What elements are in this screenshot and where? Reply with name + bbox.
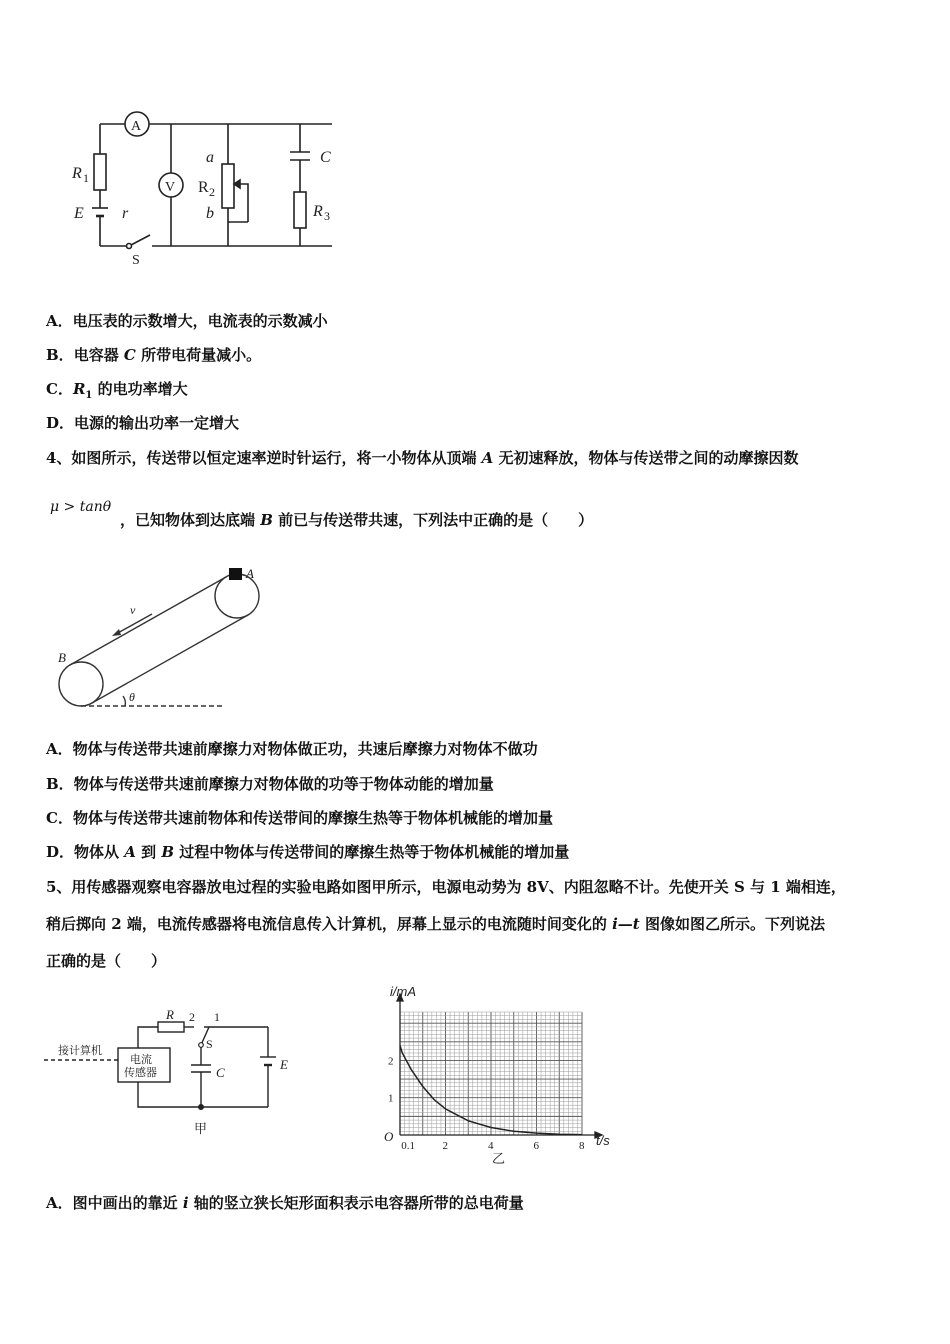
- jia-1-label: 1: [214, 1010, 220, 1024]
- x-tick-label: 0.1: [401, 1140, 416, 1152]
- q4-option-c: C．物体与传送带共速前物体和传送带间的摩擦生热等于物体机械能的增加量: [46, 809, 553, 827]
- jia-2-label: 2: [189, 1010, 195, 1024]
- jia-s-label: S: [206, 1037, 213, 1051]
- jia-e-label: E: [280, 1057, 288, 1072]
- x-tick-label: 6: [533, 1140, 539, 1152]
- r2-label: R: [198, 179, 209, 196]
- s-label: S: [132, 253, 140, 268]
- jia-sensor-label-2: 传感器: [124, 1066, 157, 1079]
- q3-option-b: B．电容器 C 所带电荷量减小。: [46, 346, 262, 364]
- y-tick-label: 2: [388, 1055, 394, 1068]
- y-axis-label: i/mA: [390, 984, 416, 999]
- r1-sub: 1: [83, 171, 89, 185]
- a-label: a: [206, 149, 214, 166]
- x-tick-label: 4: [488, 1140, 494, 1152]
- q3-option-a: A．电压表的示数增大，电流表的示数减小: [46, 312, 328, 330]
- label-a: A: [246, 566, 254, 581]
- q4-conveyor-figure: [52, 562, 282, 712]
- q3-option-c: C．$R_1$ 的电功率增大: [46, 380, 188, 401]
- jia-r-label: R: [166, 1007, 174, 1022]
- c-label: C: [320, 149, 331, 166]
- label-theta: θ: [129, 690, 135, 704]
- jia-computer-label: 接计算机: [58, 1044, 102, 1057]
- q4-stem-line2: ，已知物体到达底端 B 前已与传送带共速，下列法中正确的是（ ）: [120, 511, 594, 529]
- q4-option-b: B．物体与传送带共速前摩擦力对物体做的功等于物体动能的增加量: [46, 775, 494, 793]
- q5-stem-line2: 稍后掷向 2 端，电流传感器将电流信息传入计算机，屏幕上显示的电流随时间变化的 i—t 图像如图乙所示。下列说法: [46, 915, 825, 933]
- q5-figure-jia: [44, 1005, 304, 1155]
- x-tick-label: 8: [579, 1140, 585, 1152]
- q4-formula: μ > tanθ: [50, 499, 112, 515]
- q4-option-a: A．物体与传送带共速前摩擦力对物体做正功，共速后摩擦力对物体不做功: [46, 740, 538, 758]
- b-label: b: [206, 205, 214, 222]
- voltmeter-label: V: [165, 180, 176, 195]
- x-axis-label: t/s: [596, 1133, 610, 1148]
- r2-sub: 2: [209, 185, 215, 199]
- ammeter-label: A: [131, 119, 142, 134]
- block-a: [229, 568, 242, 580]
- q5-stem-line3: 正确的是（ ）: [46, 952, 167, 970]
- jia-caption: 甲: [194, 1122, 208, 1137]
- label-b: B: [58, 650, 66, 665]
- x-tick-label: 2: [442, 1140, 448, 1152]
- e-label: E: [74, 205, 84, 222]
- r3-sub: 3: [324, 209, 330, 223]
- q5-chart-yi: [370, 982, 630, 1167]
- r1-label: R: [72, 165, 82, 182]
- q4-stem-line1: 4、如图所示，传送带以恒定速率逆时针运行，将一小物体从顶端 A 无初速释放，物体与传送带之间的动摩擦因数: [46, 449, 799, 467]
- jia-c-label: C: [216, 1065, 225, 1080]
- origin-label: O: [384, 1129, 394, 1144]
- label-v: v: [130, 603, 136, 617]
- q3-circuit-figure: [70, 112, 340, 272]
- y-tick-label: 1: [388, 1092, 394, 1105]
- r-label: r: [122, 205, 129, 222]
- r3-label: R: [313, 203, 323, 220]
- q3-option-d: D．电源的输出功率一定增大: [46, 414, 240, 432]
- q4-option-d: D．物体从 A 到 B 过程中物体与传送带间的摩擦生热等于物体机械能的增加量: [46, 843, 570, 861]
- yi-caption: 乙: [492, 1152, 506, 1167]
- jia-sensor-label-1: 电流: [130, 1053, 152, 1066]
- q5-stem-line1: 5、用传感器观察电容器放电过程的实验电路如图甲所示，电源电动势为 8V、内阻忽略不计。先使开关 S 与 1 端相连，: [46, 878, 846, 896]
- q5-option-a: A．图中画出的靠近 i 轴的竖立狭长矩形面积表示电容器所带的总电荷量: [46, 1194, 524, 1212]
